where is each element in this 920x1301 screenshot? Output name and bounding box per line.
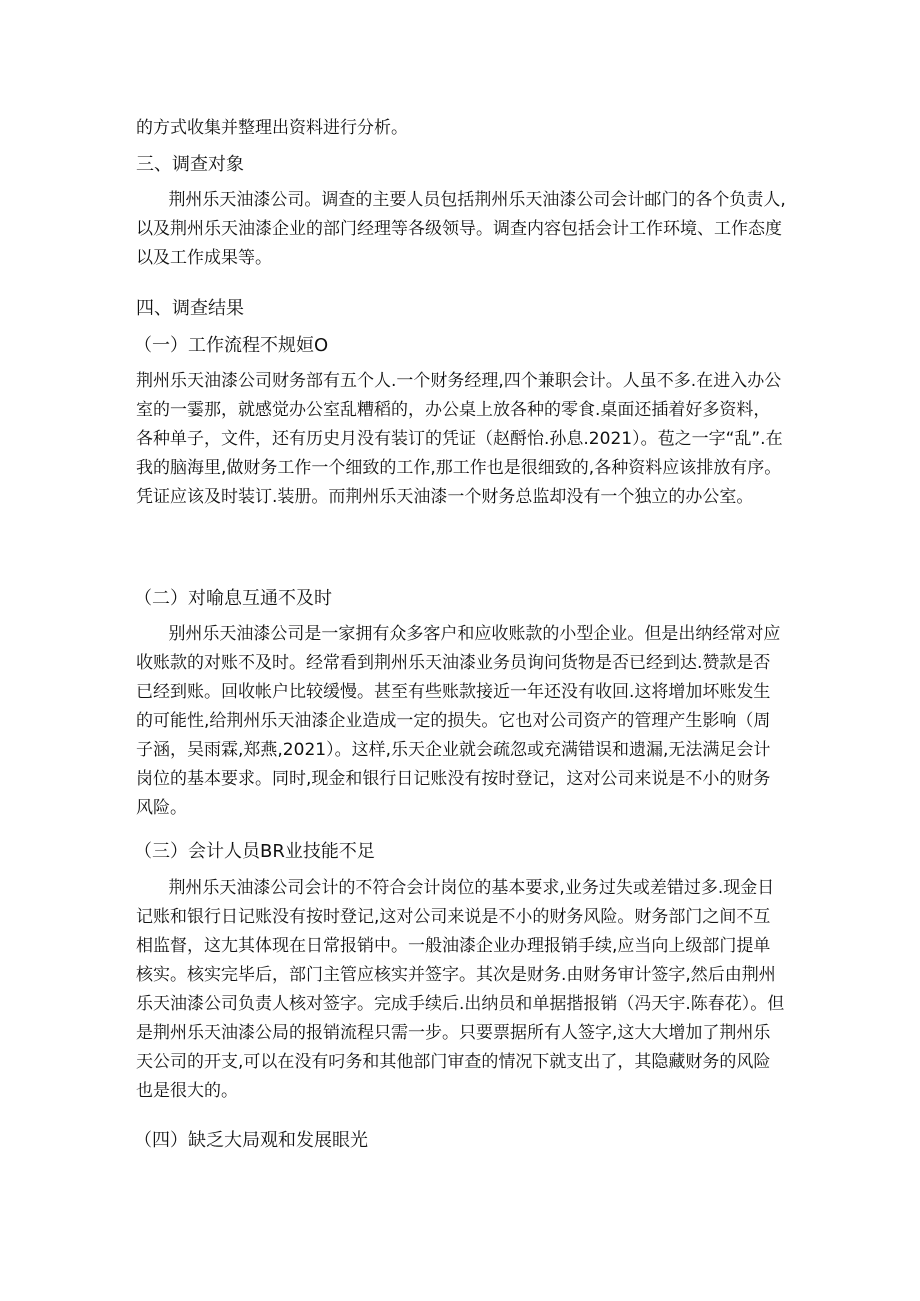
subsection-heading-2: （二）对喻息互通不及时 [134, 588, 332, 609]
section-3-paragraph: 荆州乐天油漆公司。调查的主要人员包括荆州乐天油漆公司会计邮门的各个负责人,以及荆州乐天油漆企业的部门经理等各级领导。调查内容包括会计工作环境、工作态度以及工作成果等。 [136, 190, 786, 268]
subsection-heading-1: （一）工作流程不规姮O [134, 335, 329, 356]
section-heading-4: 四、调查结果 [136, 298, 244, 319]
subsection-3-paragraph: 荆州乐天油漆公司会计的不符合会计岗位的基本要求,业务过失或差错过多.现金日记账和银行日记账没有按时登记,这对公司来说是不小的财务风险。财务部门之间不互相监督，这尢其体现在日常报销中。一般油漆企业办理报销手续,应当向上级部门提单核实。核实完毕后，部门主管应核实并签字。其次是财务.由财务审计签字,然后由荆州乐天油漆公司负责人核对签字。完成手续后.出纳员和单据揩报销（冯天宇.陈春花）。但是荆州乐天油漆公局的报销流程只需一步。只要票据所有人签字,这大大增加了荆州乐天公司的开支,可以在没有叼务和其他部门审查的情况下就支出了，其隐藏财务的风险也是很大的。 [136, 878, 785, 1101]
subsection-heading-3: （三）会计人员BR业技能不足 [134, 841, 375, 862]
subsection-heading-4: （四）缺乏大局观和发展眼光 [134, 1130, 368, 1151]
intro-line: 的方式收集并整理出资料进行分析。 [136, 118, 408, 138]
subsection-1-paragraph: 荆州乐天油漆公司财务部有五个人.一个财务经理,四个兼职会计。人虽不多.在进入办公室的一霎那，就感觉办公室乱糟稻的，办公桌上放各种的零食.桌面还插着好多资料，各种单子，文件，还有历史月没有装订的凭证（赵酹怡.孙息.2021）。苞之一字“乱”.在我的脑海里,做财务工作一个细致的工作,那工作也是很细致的,各种资料应该排放有序。凭证应该及时装订.装册。而荆州乐天油漆一个财务总监却没有一个独立的办公室。 [136, 371, 783, 507]
section-heading-3: 三、调查对象 [136, 154, 244, 175]
subsection-2-paragraph: 别州乐天油漆公司是一家拥有众多客户和应收账款的小型企业。但是出纳经常对应收账款的对账不及时。经常看到荆州乐天油漆业务员询问货物是否已经到达.赞款是否已经到账。回收帐户比较缓慢。甚至有些账款接近一年还没有收回.这将增加坏账发生的可能性,给荆州乐天油漆企业造成一定的损失。它也对公司资产的管理产生影响（周子涵，吴雨霖,郑燕,2021）。这样,乐天企业就会疏忽或充满错误和遗漏,无法满足会计岗位的基本要求。同时,现金和银行日记账没有按时登记，这对公司来说是不小的财务风险。 [136, 624, 781, 818]
